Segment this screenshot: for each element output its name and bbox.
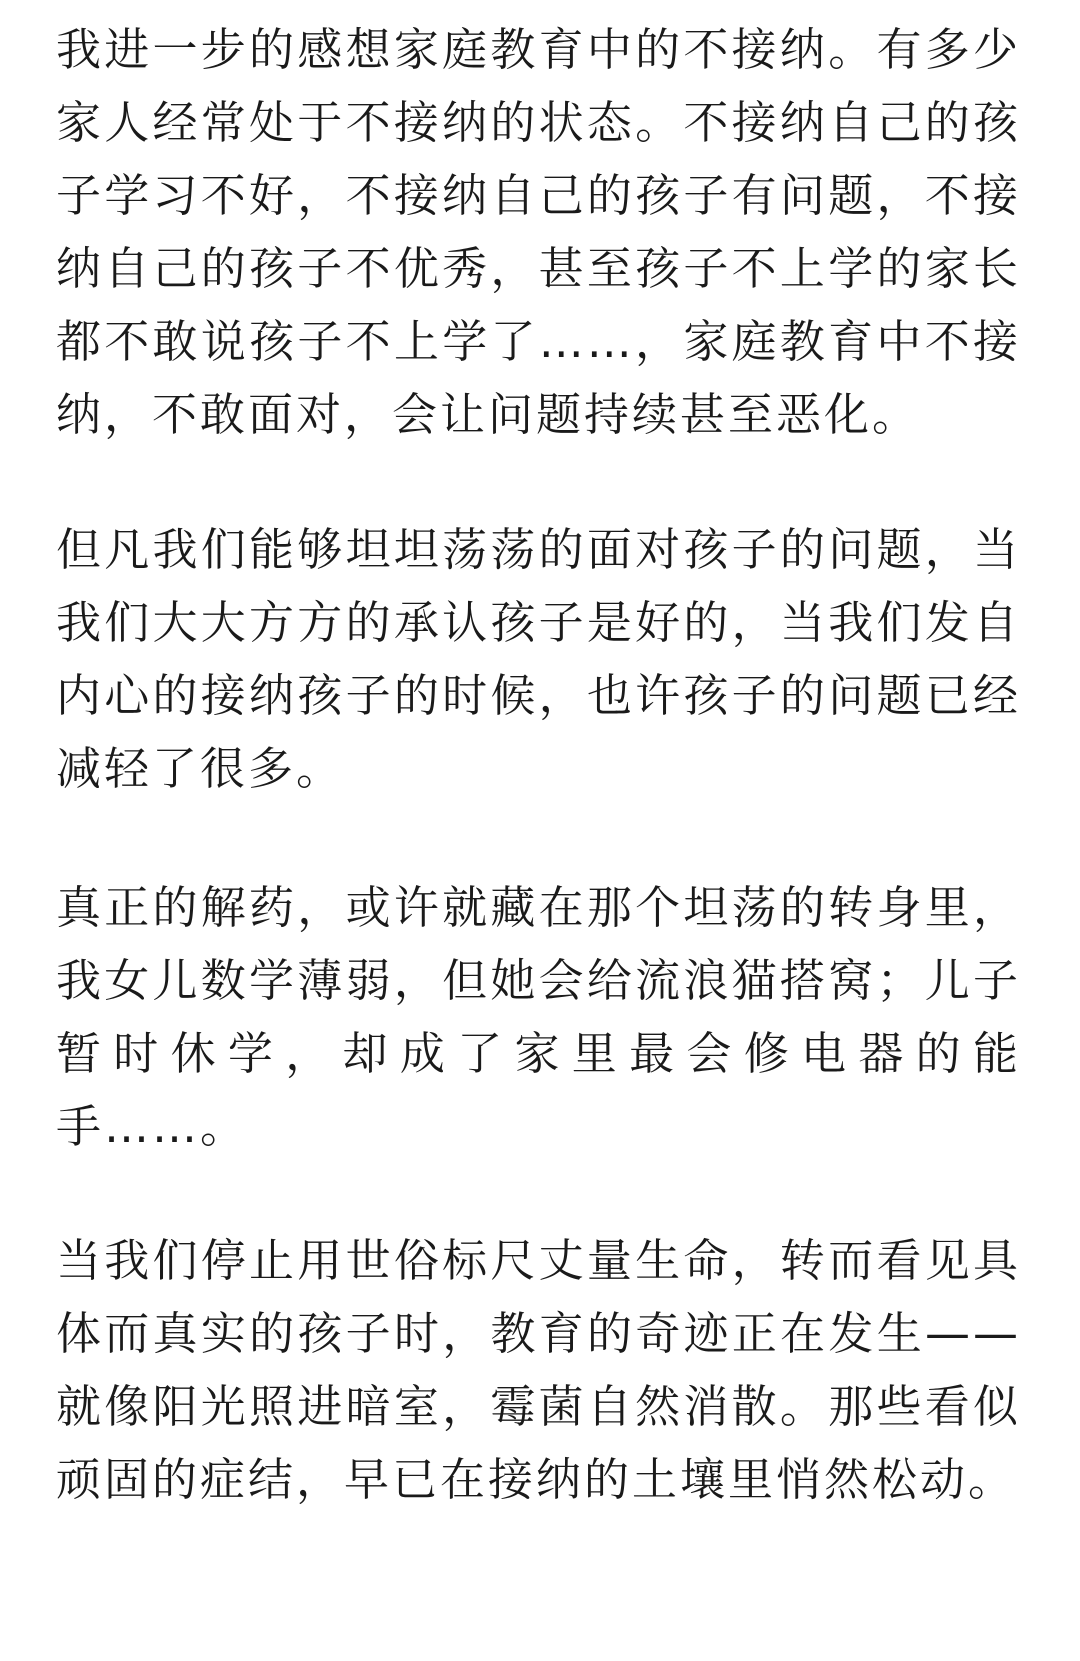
article-body — [56, 0, 1021, 1516]
article-paragraph: 我进一步的感想家庭教育中的不接纳。有多少家人经常处于不接纳的状态。不接纳自己的孩子学习不好，不接纳自己的孩子有问题，不接纳自己的孩子不优秀，甚至孩子不上学的家长都不敢说孩子不上学了……，家庭教育中不接纳，不敢面对，会让问题持续甚至恶化。 — [56, 23, 1021, 441]
article-paragraph: 真正的解药，或许就藏在那个坦荡的转身里，我女儿数学薄弱，但她会给流浪猫搭窝；儿子暂时休学，却成了家里最会修电器的能手……。 — [56, 881, 1021, 1153]
article-paragraph: 当我们停止用世俗标尺丈量生命，转而看见具体而真实的孩子时，教育的奇迹正在发生——就像阳光照进暗室，霉菌自然消散。那些看似顽固的症结，早已在接纳的土壤里悄然松动。 — [56, 1234, 1021, 1506]
article-paragraph: 但凡我们能够坦坦荡荡的面对孩子的问题，当我们大大方方的承认孩子是好的，当我们发自内心的接纳孩子的时候，也许孩子的问题已经减轻了很多。 — [56, 523, 1021, 795]
